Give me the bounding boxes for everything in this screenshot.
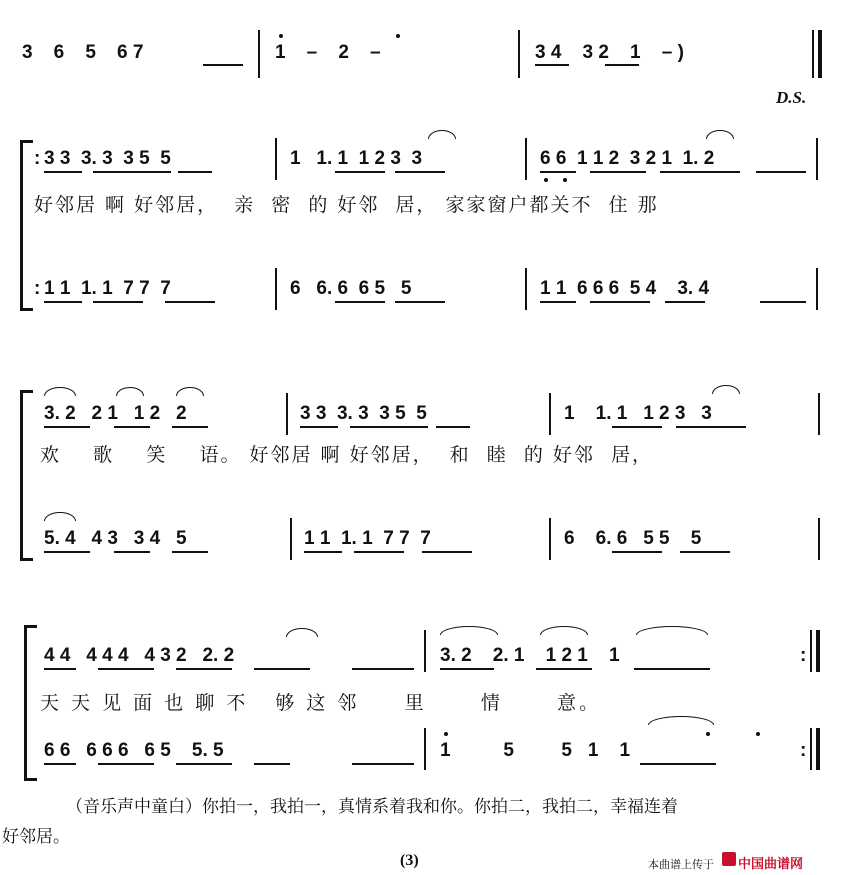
final-barline-thick [816,728,820,770]
slur [428,130,456,139]
barline [275,138,277,180]
narration-line-2: 好邻居。 [2,827,70,847]
barline [549,393,551,435]
melody-m1: 4 4 4 4 4 4 3 2 2. 2 [44,645,235,666]
repeat-end: : [800,645,807,666]
underline [165,301,215,303]
underline [93,301,143,303]
underline [172,551,208,553]
barline [525,138,527,180]
slur [176,387,204,396]
high-octave-dot [396,34,400,38]
underline [676,426,746,428]
underline [436,426,470,428]
slur [286,628,318,637]
slur [44,387,76,396]
underline [44,668,76,670]
narration-line-1: （音乐声中童白）你拍一，我拍一，真情系着我和你。你拍二，我拍二，幸福连着 [66,797,678,817]
underline [254,763,290,765]
harmony-m1: 1 1 1. 1 7 7 7 [44,278,171,299]
underline [422,551,472,553]
harmony-m1: 5. 4 4 3 3 4 5 [44,528,187,549]
barline [286,393,288,435]
underline [612,551,662,553]
site-name: 中国曲谱网 [738,857,804,872]
harmony-m2: 1 1 1. 1 7 7 7 [304,528,431,549]
underline [634,668,710,670]
final-barline-thin [812,30,814,78]
final-barline-thick [818,30,822,78]
underline [114,551,150,553]
harmony-m3: 1 1 6 6 6 5 4 3. 4 [540,278,710,299]
barline [518,30,520,78]
system-bracket [20,140,33,311]
barline [275,268,277,310]
lyrics-line: 好邻居 啊 好邻居， 亲 密 的 好邻 居， 家家窗户都关不 住 那 [34,194,659,216]
repeat-start: : [34,148,41,169]
underline [760,301,806,303]
underline [352,668,414,670]
underline [395,171,445,173]
melody-m3: 6 6 1 1 2 3 2 1 1. 2 [540,148,715,169]
underline [44,551,90,553]
underline [590,301,650,303]
underline [98,668,154,670]
slur [540,626,588,635]
intro-measure-3: 3 4 3 2 1 – ) [535,42,684,63]
low-octave-dot [544,178,548,182]
underline [44,301,82,303]
harmony-m2: 1 5 5 1 1 [440,740,631,761]
barline [816,138,818,180]
underline [756,171,806,173]
barline [258,30,260,78]
underline [612,426,662,428]
upload-note: 本曲谱上传于 [648,858,714,871]
barline [549,518,551,560]
barline [818,518,820,560]
melody-m3: 1 1. 1 1 2 3 3 [564,403,712,424]
underline [254,668,310,670]
underline [354,551,404,553]
harmony-m3: 6 6. 6 5 5 5 [564,528,702,549]
melody-m1: 3. 2 2 1 1 2 2 [44,403,187,424]
slur [116,387,144,396]
slur [712,385,740,394]
underline [304,551,342,553]
repeat-end: : [800,740,807,761]
underline [176,668,232,670]
barline [290,518,292,560]
intro-underline [535,64,569,66]
underline [44,426,90,428]
lyrics-line: 天 天 见 面 也 聊 不 够 这 邻 里 情 意。 [40,692,602,714]
underline [300,426,338,428]
intro-underline [605,64,639,66]
underline [176,763,232,765]
underline [540,301,576,303]
barline [424,728,426,770]
underline [350,426,428,428]
final-barline-thin [810,728,812,770]
low-octave-dot [563,178,567,182]
underline [660,171,740,173]
high-octave-dot [279,34,283,38]
harmony-m1: 6 6 6 6 6 6 5 5. 5 [44,740,224,761]
underline [395,301,445,303]
underline [44,763,76,765]
underline [335,171,385,173]
slur [44,512,76,521]
system-bracket [20,390,33,561]
system-bracket [24,625,37,781]
underline [680,551,730,553]
underline [93,171,171,173]
slur [648,716,714,725]
slur [636,626,708,635]
underline [440,668,494,670]
underline [98,763,154,765]
lyrics-line: 欢 歌 笑 语。 好邻居 啊 好邻居， 和 睦 的 好邻 居， [40,444,653,466]
page-number: (3) [400,852,419,869]
underline [178,171,212,173]
repeat-start: : [34,278,41,299]
high-octave-dot [706,732,710,736]
underline [44,171,82,173]
high-octave-dot [756,732,760,736]
melody-m2: 3. 2 2. 1 1 2 1 1 [440,645,620,666]
intro-measure-1: 3 6 5 6 7 [22,42,144,63]
final-barline-thin [810,630,812,672]
barline [816,268,818,310]
intro-underline [203,64,243,66]
slur [440,626,498,635]
underline [665,301,705,303]
slur [706,130,734,139]
barline [818,393,820,435]
underline [640,763,716,765]
underline [335,301,385,303]
barline [525,268,527,310]
high-octave-dot [444,732,448,736]
underline [540,171,576,173]
intro-measure-2: 1 – 2 – [275,42,381,63]
barline [424,630,426,672]
underline [590,171,646,173]
final-barline-thick [816,630,820,672]
melody-m2: 3 3 3. 3 3 5 5 [300,403,427,424]
underline [536,668,592,670]
melody-m1: 3 3 3. 3 3 5 5 [44,148,171,169]
underline [172,426,208,428]
site-logo-icon [722,852,736,866]
underline [352,763,414,765]
melody-m2: 1 1. 1 1 2 3 3 [290,148,423,169]
underline [114,426,150,428]
harmony-m2: 6 6. 6 6 5 5 [290,278,412,299]
dal-segno-mark: D.S. [776,88,807,107]
